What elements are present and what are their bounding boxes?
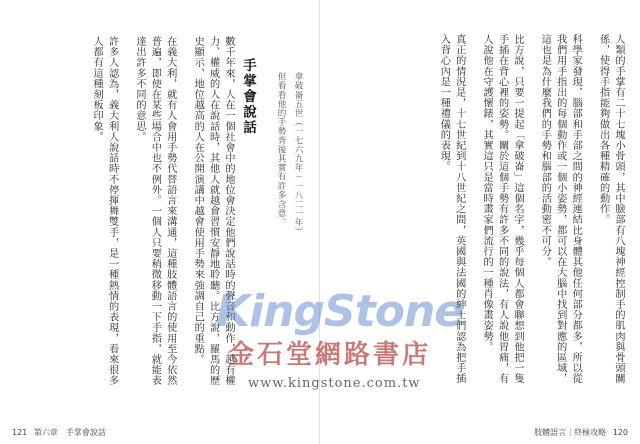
watermark-url: www.kingstone.com.tw — [248, 376, 421, 391]
chapter-title: 第六章 手掌會說話 — [33, 428, 106, 437]
watermark-logo: KingStone — [216, 286, 464, 337]
caption-line: 但看看他的手勢背後其實有許多含意。 — [276, 72, 286, 227]
right-page-text — [436, 34, 626, 389]
left-paragraph: 在義大利，就有人會用手勢代替語言來溝通，這種肢體語言的使用至今依然普遍，即使在某些場合中也不例外。一個人只要稍微移動一下手指，就能表達出許多不同的意思。 — [133, 36, 176, 386]
page-number: 120 — [612, 428, 628, 437]
right-footer — [534, 427, 632, 438]
left-paragraph: 許多人認為，義大利人說話時不停揮舞雙手，是一種熱情的表現，看來很多人都有這種刻板印象。 — [91, 36, 118, 386]
right-paragraph: 人類的手掌有二十七塊小骨頭，其中臉部有八塊神經控制手的肌肉與骨頭關係，使得手指能夠做出各種精確的動作。 — [597, 34, 624, 384]
caption-line: 拿破崙五世（一七六九年－一八二一年） — [293, 72, 303, 236]
page-number: 121 — [12, 428, 28, 437]
right-paragraph: 比方說，只要一提起「拿破崙」這個名字，幾乎每個人都會聯想到他把一隻手插在背心裡的姿勢。關於這個手勢有許多不同的說法，有人說他胃痛，有人說他在守護懷錶，其實這只是當時畫家們流行的一種肖像畫姿勢。 — [481, 34, 523, 384]
left-page-text — [89, 36, 236, 388]
right-paragraph: 真正的情況是，十七世紀到十八世紀之間，英國與法國的紳士們認為把手插入背心內是一種禮儀的表現。 — [438, 34, 465, 384]
watermark-store-name: 金石堂網路書店 — [228, 340, 432, 370]
section-heading: 手掌會說話 — [240, 58, 256, 136]
left-footer — [8, 427, 106, 438]
book-title: 肢體語言｜終極攻略 — [534, 428, 607, 437]
portrait-caption — [274, 72, 304, 236]
right-paragraph: 科學家發現，腦部和手部之間的神經連結比身體其他任何部分都多，所以從我們用手指出的每個動作或一個小姿勢，都可以在大腦中找到對應的區域，這也是為什麼我們的手勢和腦部的活動密不可分。 — [539, 34, 582, 384]
left-paragraph: 數千年來，人在一個社會中的地位會決定他們說話時的聲音和動作，越有權力、權威的人在說話時，其他人就越會習慣安靜地聆聽。比方說，羅馬的歷史顯示，地位越高的人在公開演講中越會使用手勢來強調自己的重點。 — [192, 36, 234, 386]
